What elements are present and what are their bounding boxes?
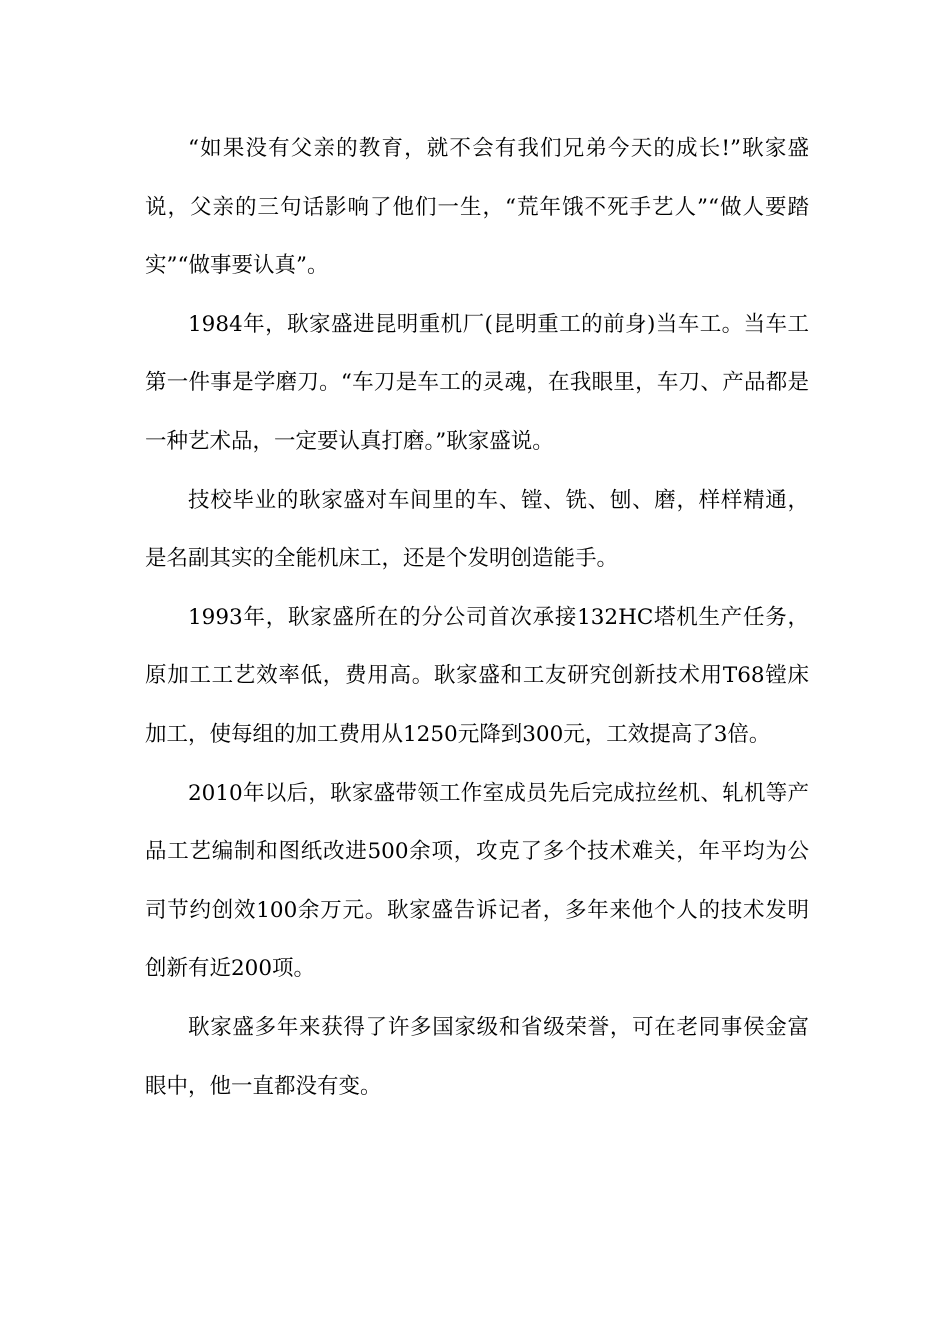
article-body [145,120,809,1116]
paragraph-2010-studio: 2010年以后，耿家盛带领工作室成员先后完成拉丝机、轧机等产品工艺编制和图纸改进500余项，攻克了多个技术难关，年平均为公司节约创效100余万元。耿家盛告诉记者，多年来他个人的技术发明创新有近200项。 [145,780,809,982]
paragraph-all-round-machinist: 技校毕业的耿家盛对车间里的车、镗、铣、刨、磨，样样精通，是名副其实的全能机床工，还是个发明创造能手。 [145,487,809,572]
paragraph-father-teaching: “如果没有父亲的教育，就不会有我们兄弟今天的成长!”耿家盛说，父亲的三句话影响了他们一生，“荒年饿不死手艺人”“做人要踏实”“做事要认真”。 [145,136,809,279]
paragraph-1984-lathe-worker: 1984年，耿家盛进昆明重机厂(昆明重工的前身)当车工。当车工第一件事是学磨刀。“车刀是车工的灵魂，在我眼里，车刀、产品都是一种艺术品，一定要认真打磨。”耿家盛说。 [145,311,809,454]
paragraph-honors: 耿家盛多年来获得了许多国家级和省级荣誉，可在老同事侯金富眼中，他一直都没有变。 [145,1014,809,1099]
paragraph-1993-tower-crane: 1993年，耿家盛所在的分公司首次承接132HC塔机生产任务，原加工工艺效率低，费用高。耿家盛和工友研究创新技术用T68镗床加工，使每组的加工费用从1250元降到300元，工效提高了3倍。 [145,604,809,747]
